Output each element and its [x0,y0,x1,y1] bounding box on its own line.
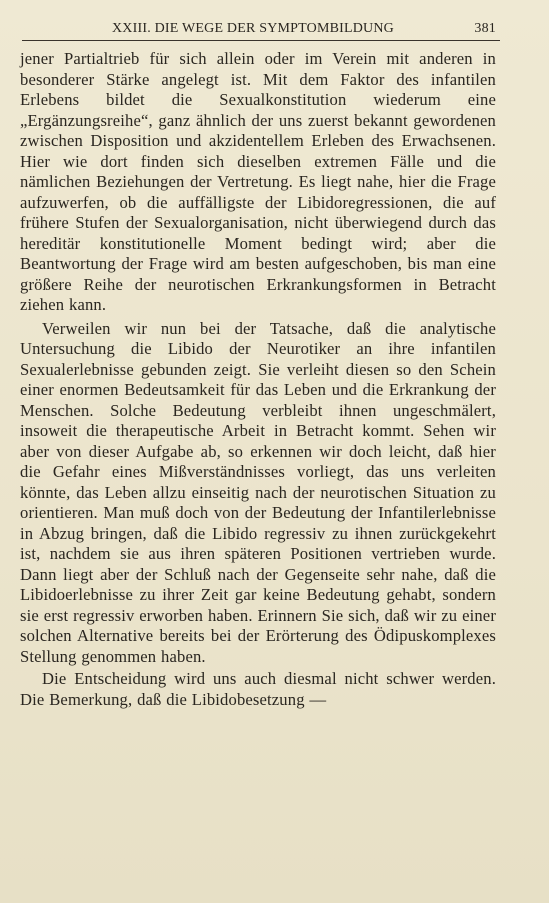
page-number: 381 [474,21,496,36]
body-text [20,49,496,710]
paragraph: jener Partialtrieb für sich allein oder im Verein mit anderen in besonderer Stärke angelegt ist. Mit dem Faktor des infantilen Erlebens bildet die Sexualkonstitution wiederum eine „Ergänzungsreihe“, ganz ähnlich der uns zuerst bekannt gewordenen zwischen Disposition und akzidentellem Erleben des Erwachsenen. Hier wie dort finden sich dieselben extremen Fälle und die nämlichen Beziehungen der Vertretung. Es liegt nahe, hier die Frage aufzuwerfen, ob die auffälligste der Libidoregressionen, die auf frühere Stufen der Sexualorganisation, nicht überwiegend durch das hereditär konstitutionelle Moment bedingt wird; aber die Beantwortung der Frage wird am besten aufgeschoben, bis man eine größere Reihe der neurotischen Erkrankungsformen in Betracht ziehen kann. [20,49,496,314]
paragraph: Verweilen wir nun bei der Tatsache, daß die analytische Untersuchung die Libido der Neurotiker an ihre infantilen Sexualerlebnisse gebunden zeigt. Sie verleiht diesen so den Schein einer enormen Bedeutsamkeit für das Leben und die Erkrankung der Menschen. Solche Bedeutung verbleibt ihnen ungeschmälert, insoweit die therapeutische Arbeit in Betracht kommt. Sehen wir aber von dieser Aufgabe ab, so erkennen wir doch leicht, daß hier die Gefahr eines Mißverständnisses vorliegt, das uns verleiten könnte, das Leben allzu einseitig nach der neurotischen Situation zu orientieren. Man muß doch von der Bedeutung der Infantilerlebnisse in Abzug bringen, daß die Libido regressiv zu ihnen zurückgekehrt ist, nachdem sie aus ihren späteren Positionen vertrieben wurde. Dann liegt aber der Schluß nach der Gegenseite sehr nahe, daß die Libidoerlebnisse zu ihrer Zeit gar keine Bedeutung gehabt, sondern sie erst regressiv erworben haben. Erinnern Sie sich, daß wir zu einer solchen Alternative bereits bei der Erörterung des Ödipuskomplexes Stellung genommen haben. [20,318,496,666]
running-header [22,18,500,41]
chapter-title: XXIII. DIE WEGE DER SYMPTOMBILDUNG [112,21,394,36]
paragraph: Die Entscheidung wird uns auch diesmal nicht schwer werden. Die Bemerkung, daß die Libidobesetzung — [20,669,496,709]
